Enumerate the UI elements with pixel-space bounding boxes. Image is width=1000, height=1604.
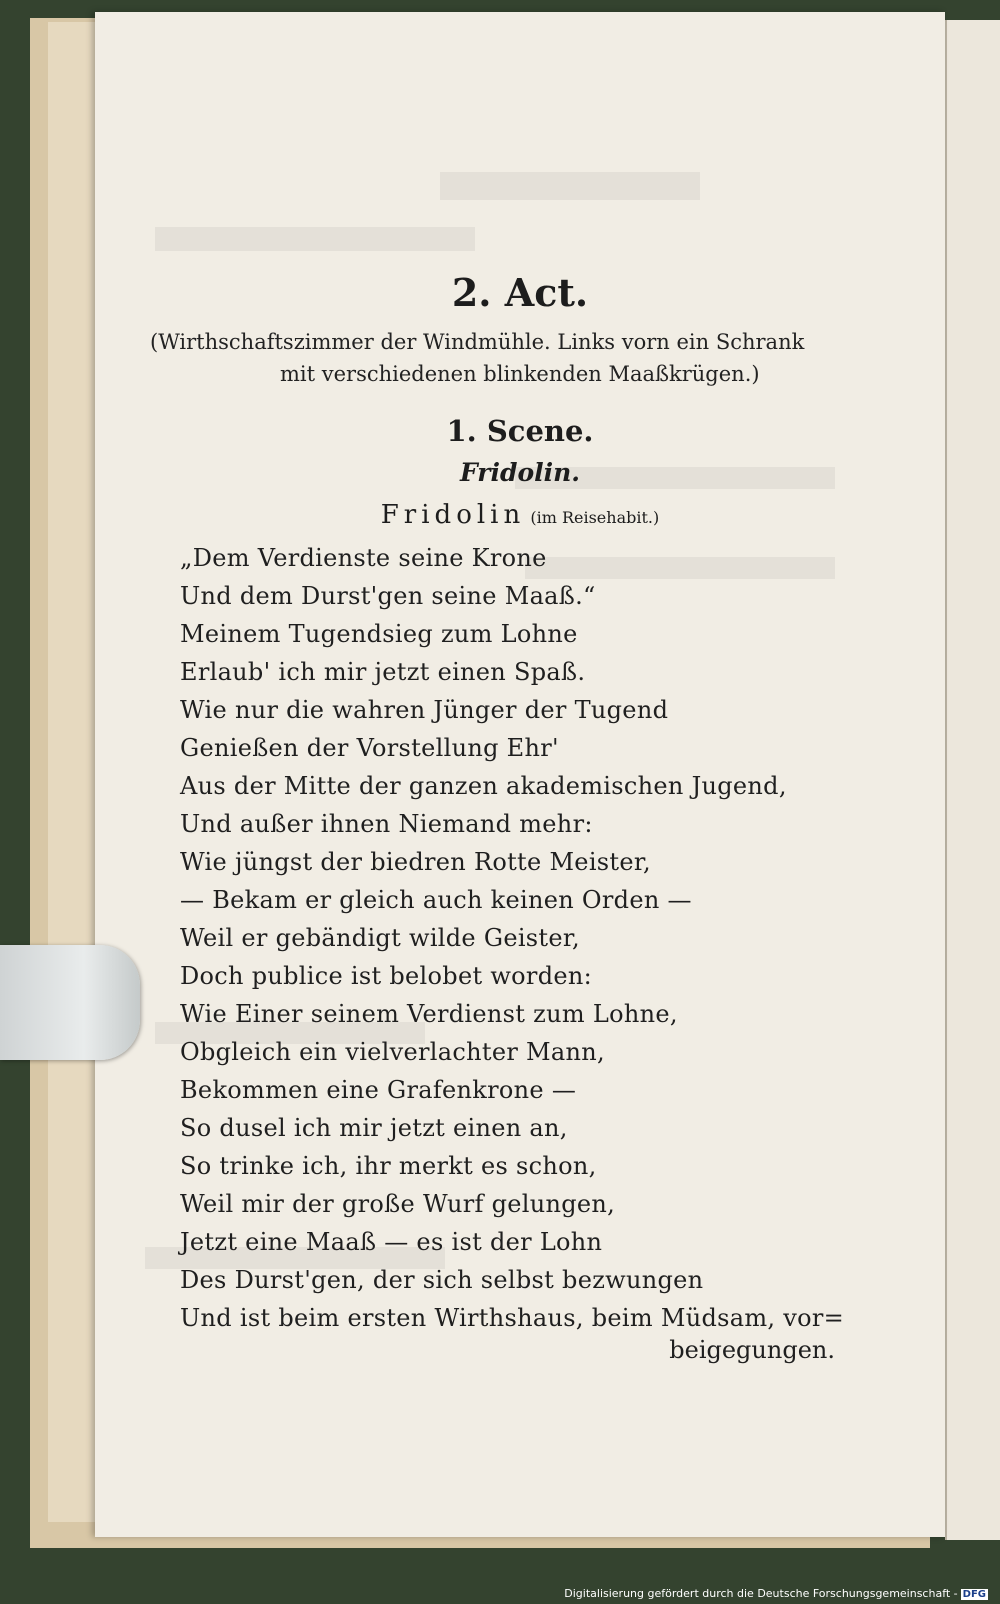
verse-line: Bekommen eine Grafenkrone — [180, 1076, 577, 1104]
page-content [95, 12, 945, 1537]
verse-line: — Bekam er gleich auch keinen Orden — [180, 886, 692, 914]
verse-line: Weil er gebändigt wilde Geister, [180, 924, 580, 952]
verse-line: „Dem Verdienste seine Krone [180, 544, 547, 572]
bookmark-tab [0, 945, 140, 1060]
verse-line: Erlaub' ich mir jetzt einen Spaß. [180, 658, 586, 686]
stage-direction-line-1: (Wirthschaftszimmer der Windmühle. Links vorn ein Schrank [150, 330, 805, 354]
speaker-name: Fridolin [380, 500, 526, 530]
speaker-note: (im Reisehabit.) [530, 508, 660, 527]
verse-line: Weil mir der große Wurf gelungen, [180, 1190, 616, 1218]
verse-line: Genießen der Vorstellung Ehr' [180, 734, 559, 762]
verse-line: Und dem Durst'gen seine Maaß.“ [180, 582, 596, 610]
verse-line: Aus der Mitte der ganzen akademischen Jugend, [180, 772, 787, 800]
verse-continuation: beigegungen. [669, 1336, 835, 1364]
verse-line: Und außer ihnen Niemand mehr: [180, 810, 593, 838]
verse-line: Wie Einer seinem Verdienst zum Lohne, [180, 1000, 678, 1028]
credit-text: Digitalisierung gefördert durch die Deutsche Forschungsgemeinschaft - [564, 1587, 958, 1600]
verse-line: So dusel ich mir jetzt einen an, [180, 1114, 568, 1142]
verse-line: Des Durst'gen, der sich selbst bezwungen [180, 1266, 704, 1294]
character-title: Fridolin. [459, 458, 580, 487]
digitization-credit [564, 1587, 988, 1600]
verse-line: Meinem Tugendsieg zum Lohne [180, 620, 578, 648]
verse-line: Doch publice ist belobet worden: [180, 962, 592, 990]
verse-line: Jetzt eine Maaß — es ist der Lohn [180, 1228, 603, 1256]
book-page [95, 12, 945, 1537]
verse-line: Wie jüngst der biedren Rotte Meister, [180, 848, 651, 876]
next-page-edge [945, 20, 1000, 1540]
scene-title: 1. Scene. [446, 414, 594, 448]
speaker-line [95, 500, 945, 530]
dfg-logo: DFG [962, 1589, 986, 1600]
verse-line: Wie nur die wahren Jünger der Tugend [180, 696, 669, 724]
verse-line: Obgleich ein vielverlachter Mann, [180, 1038, 605, 1066]
act-title: 2. Act. [451, 270, 589, 315]
verse-line: So trinke ich, ihr merkt es schon, [180, 1152, 597, 1180]
stage-direction-line-2: mit verschiedenen blinkenden Maaßkrügen.) [280, 362, 760, 386]
verse-line: Und ist beim ersten Wirthshaus, beim Müdsam, vor= [180, 1304, 845, 1332]
